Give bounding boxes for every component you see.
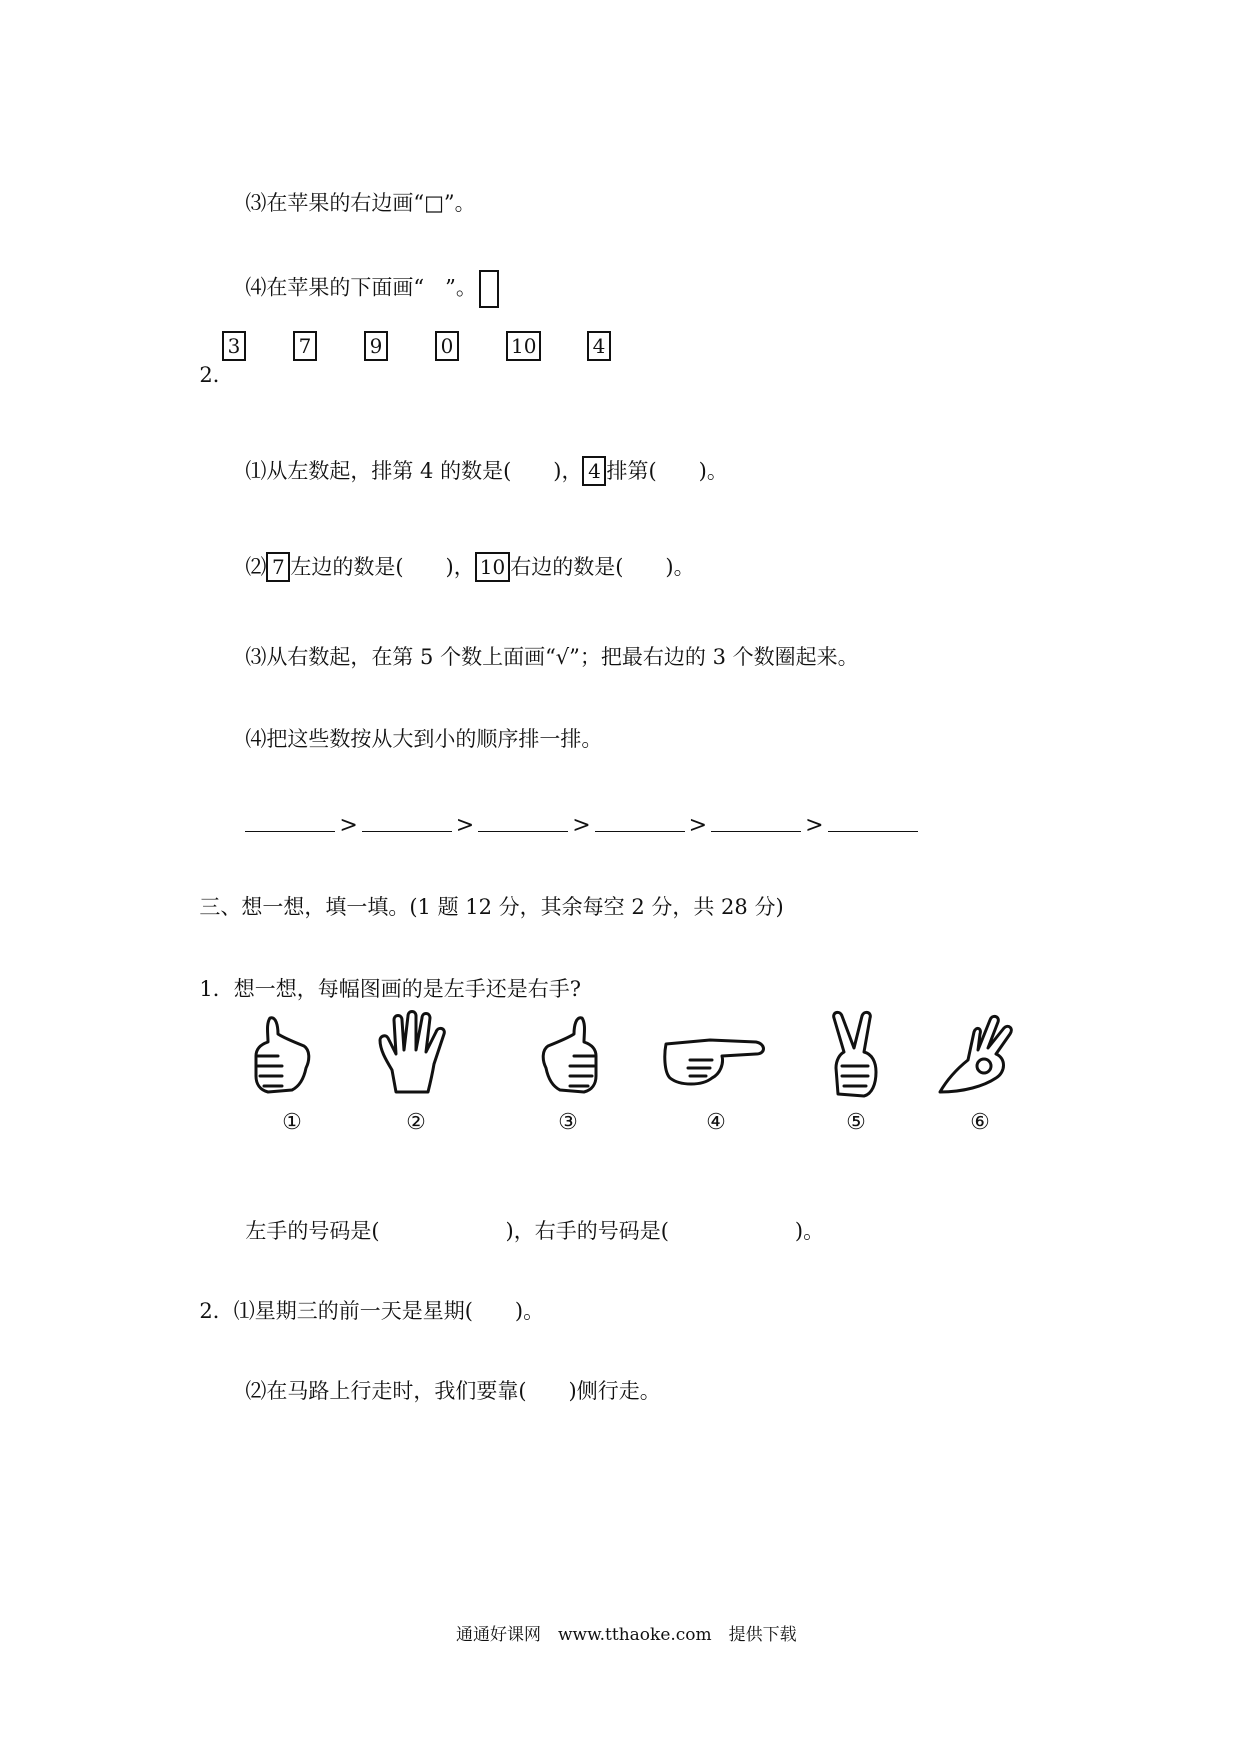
q2-sub4: ⑷把这些数按从大到小的顺序排一排。 [245, 727, 603, 751]
blank-box [479, 270, 499, 308]
thumbs-up-hand-icon [532, 1012, 604, 1100]
victory-hand-icon [828, 1010, 884, 1102]
hands-answer-line: 左手的号码是( )，右手的号码是( )。 [245, 1219, 825, 1243]
section3-q1: 1．想一想，每幅图画的是左手还是右手? [199, 977, 581, 1001]
q2-sub1: ⑴从左数起，排第 4 的数是( )， 4 排第( )。 [232, 426, 728, 486]
hand-label-5: ⑤ [846, 1110, 866, 1135]
greater-than-symbol: > [688, 813, 708, 838]
answer-blank[interactable] [245, 811, 335, 832]
answer-blank[interactable] [595, 811, 685, 832]
greater-than-symbol: > [805, 813, 824, 838]
number-box-inline: 10 [475, 552, 510, 582]
q1-sub4: ⑷在苹果的下面画“ ”。 [232, 240, 499, 308]
pointing-hand-icon [660, 1030, 770, 1092]
section3-q2-sub1: 2．⑴星期三的前一天是星期( )。 [199, 1299, 545, 1323]
q2-sub3: ⑶从右数起，在第 5 个数上面画“√”；把最右边的 3 个数圈起来。 [245, 645, 859, 669]
section3-title: 三、想一想，填一填。(1 题 12 分，其余每空 2 分，共 28 分) [199, 895, 784, 919]
thumbs-up-hand-icon [248, 1012, 320, 1100]
number-box-3: 9 [364, 331, 388, 361]
hand-label-4: ④ [706, 1110, 726, 1135]
footer-text: 通通好课网 www.tthaoke.com 提供下载 [456, 1625, 797, 1645]
answer-blank[interactable] [711, 811, 801, 832]
hand-label-1: ① [282, 1110, 302, 1135]
section3-q2-sub2: ⑵在马路上行走时，我们要靠( )侧行走。 [245, 1379, 661, 1403]
answer-blank[interactable] [478, 811, 568, 832]
greater-than-symbol: > [455, 813, 475, 838]
ordering-blanks [232, 780, 918, 841]
number-box-4: 0 [435, 331, 459, 361]
number-box-inline: 7 [266, 552, 290, 582]
hand-label-6: ⑥ [970, 1110, 990, 1135]
hand-label-3: ③ [558, 1110, 578, 1135]
answer-blank[interactable] [828, 811, 918, 832]
open-palm-hand-icon [376, 1010, 456, 1102]
q2-sub2: ⑵ 7 左边的数是( )， 10 右边的数是( )。 [232, 522, 695, 582]
greater-than-symbol: > [339, 813, 358, 838]
number-box-inline: 4 [582, 456, 606, 486]
number-box-2: 7 [293, 331, 317, 361]
ok-hand-icon [934, 1012, 1020, 1100]
number-box-6: 4 [587, 331, 611, 361]
answer-blank[interactable] [362, 811, 452, 832]
q1-sub3: ⑶在苹果的右边画“□”。 [245, 191, 476, 215]
hand-label-2: ② [406, 1110, 426, 1135]
number-box-1: 3 [222, 331, 246, 361]
number-box-5: 10 [506, 331, 541, 361]
q2-number: 2． [199, 363, 234, 387]
greater-than-symbol: > [572, 813, 591, 838]
